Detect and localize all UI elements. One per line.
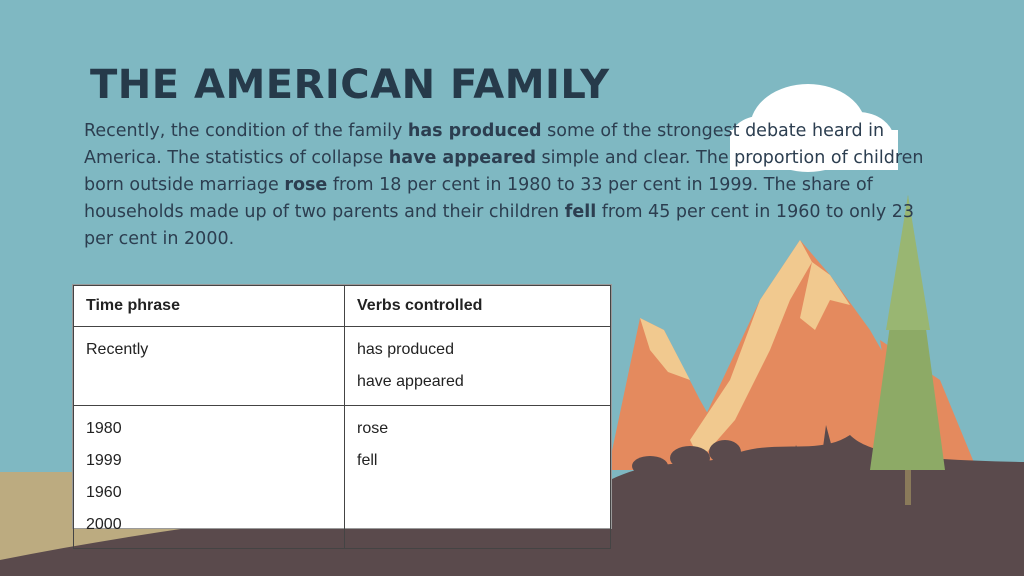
verbs-cell	[345, 327, 611, 406]
paragraph-text: some of the strongest debate heard in America. The statistics of collapse	[84, 121, 885, 168]
paragraph-text: from 45 per cent in 1960 to only 23 per cent in 2000.	[84, 202, 915, 249]
time-phrase: 1980	[86, 420, 122, 437]
verbs-table	[73, 285, 611, 549]
header-verbs-controlled: Verbs controlled	[345, 286, 611, 327]
paragraph-text: from 18 per cent in 1980 to 33 per cent in 1999. The share of households made up of two parents and their children	[84, 175, 873, 222]
verbs-cell	[345, 406, 611, 549]
table-header-row	[74, 286, 611, 327]
time-cell	[74, 327, 345, 406]
verb-item: rose	[357, 420, 389, 437]
time-cell	[74, 406, 345, 549]
verb-highlight: rose	[284, 175, 328, 195]
verb-item: has produced	[357, 341, 454, 358]
paragraph-text: Recently, the condition of the family	[84, 121, 408, 141]
time-phrase: 1960	[86, 484, 122, 501]
slide-title: THE AMERICAN FAMILY	[90, 62, 610, 108]
verb-item: fell	[357, 452, 378, 469]
paragraph-text: simple and clear. The proportion of children born outside marriage	[84, 148, 924, 195]
verb-highlight: has produced	[407, 121, 542, 141]
verb-highlight: fell	[564, 202, 597, 222]
time-phrase: Recently	[86, 341, 149, 358]
verb-highlight: have appeared	[388, 148, 536, 168]
verbs-table-container	[72, 284, 612, 533]
verb-item: have appeared	[357, 373, 464, 390]
header-time-phrase: Time phrase	[74, 286, 345, 327]
time-phrase: 2000	[86, 516, 122, 533]
table-row	[74, 406, 611, 549]
table-row	[74, 327, 611, 406]
time-phrase: 1999	[86, 452, 122, 469]
slide-paragraph	[84, 118, 944, 253]
